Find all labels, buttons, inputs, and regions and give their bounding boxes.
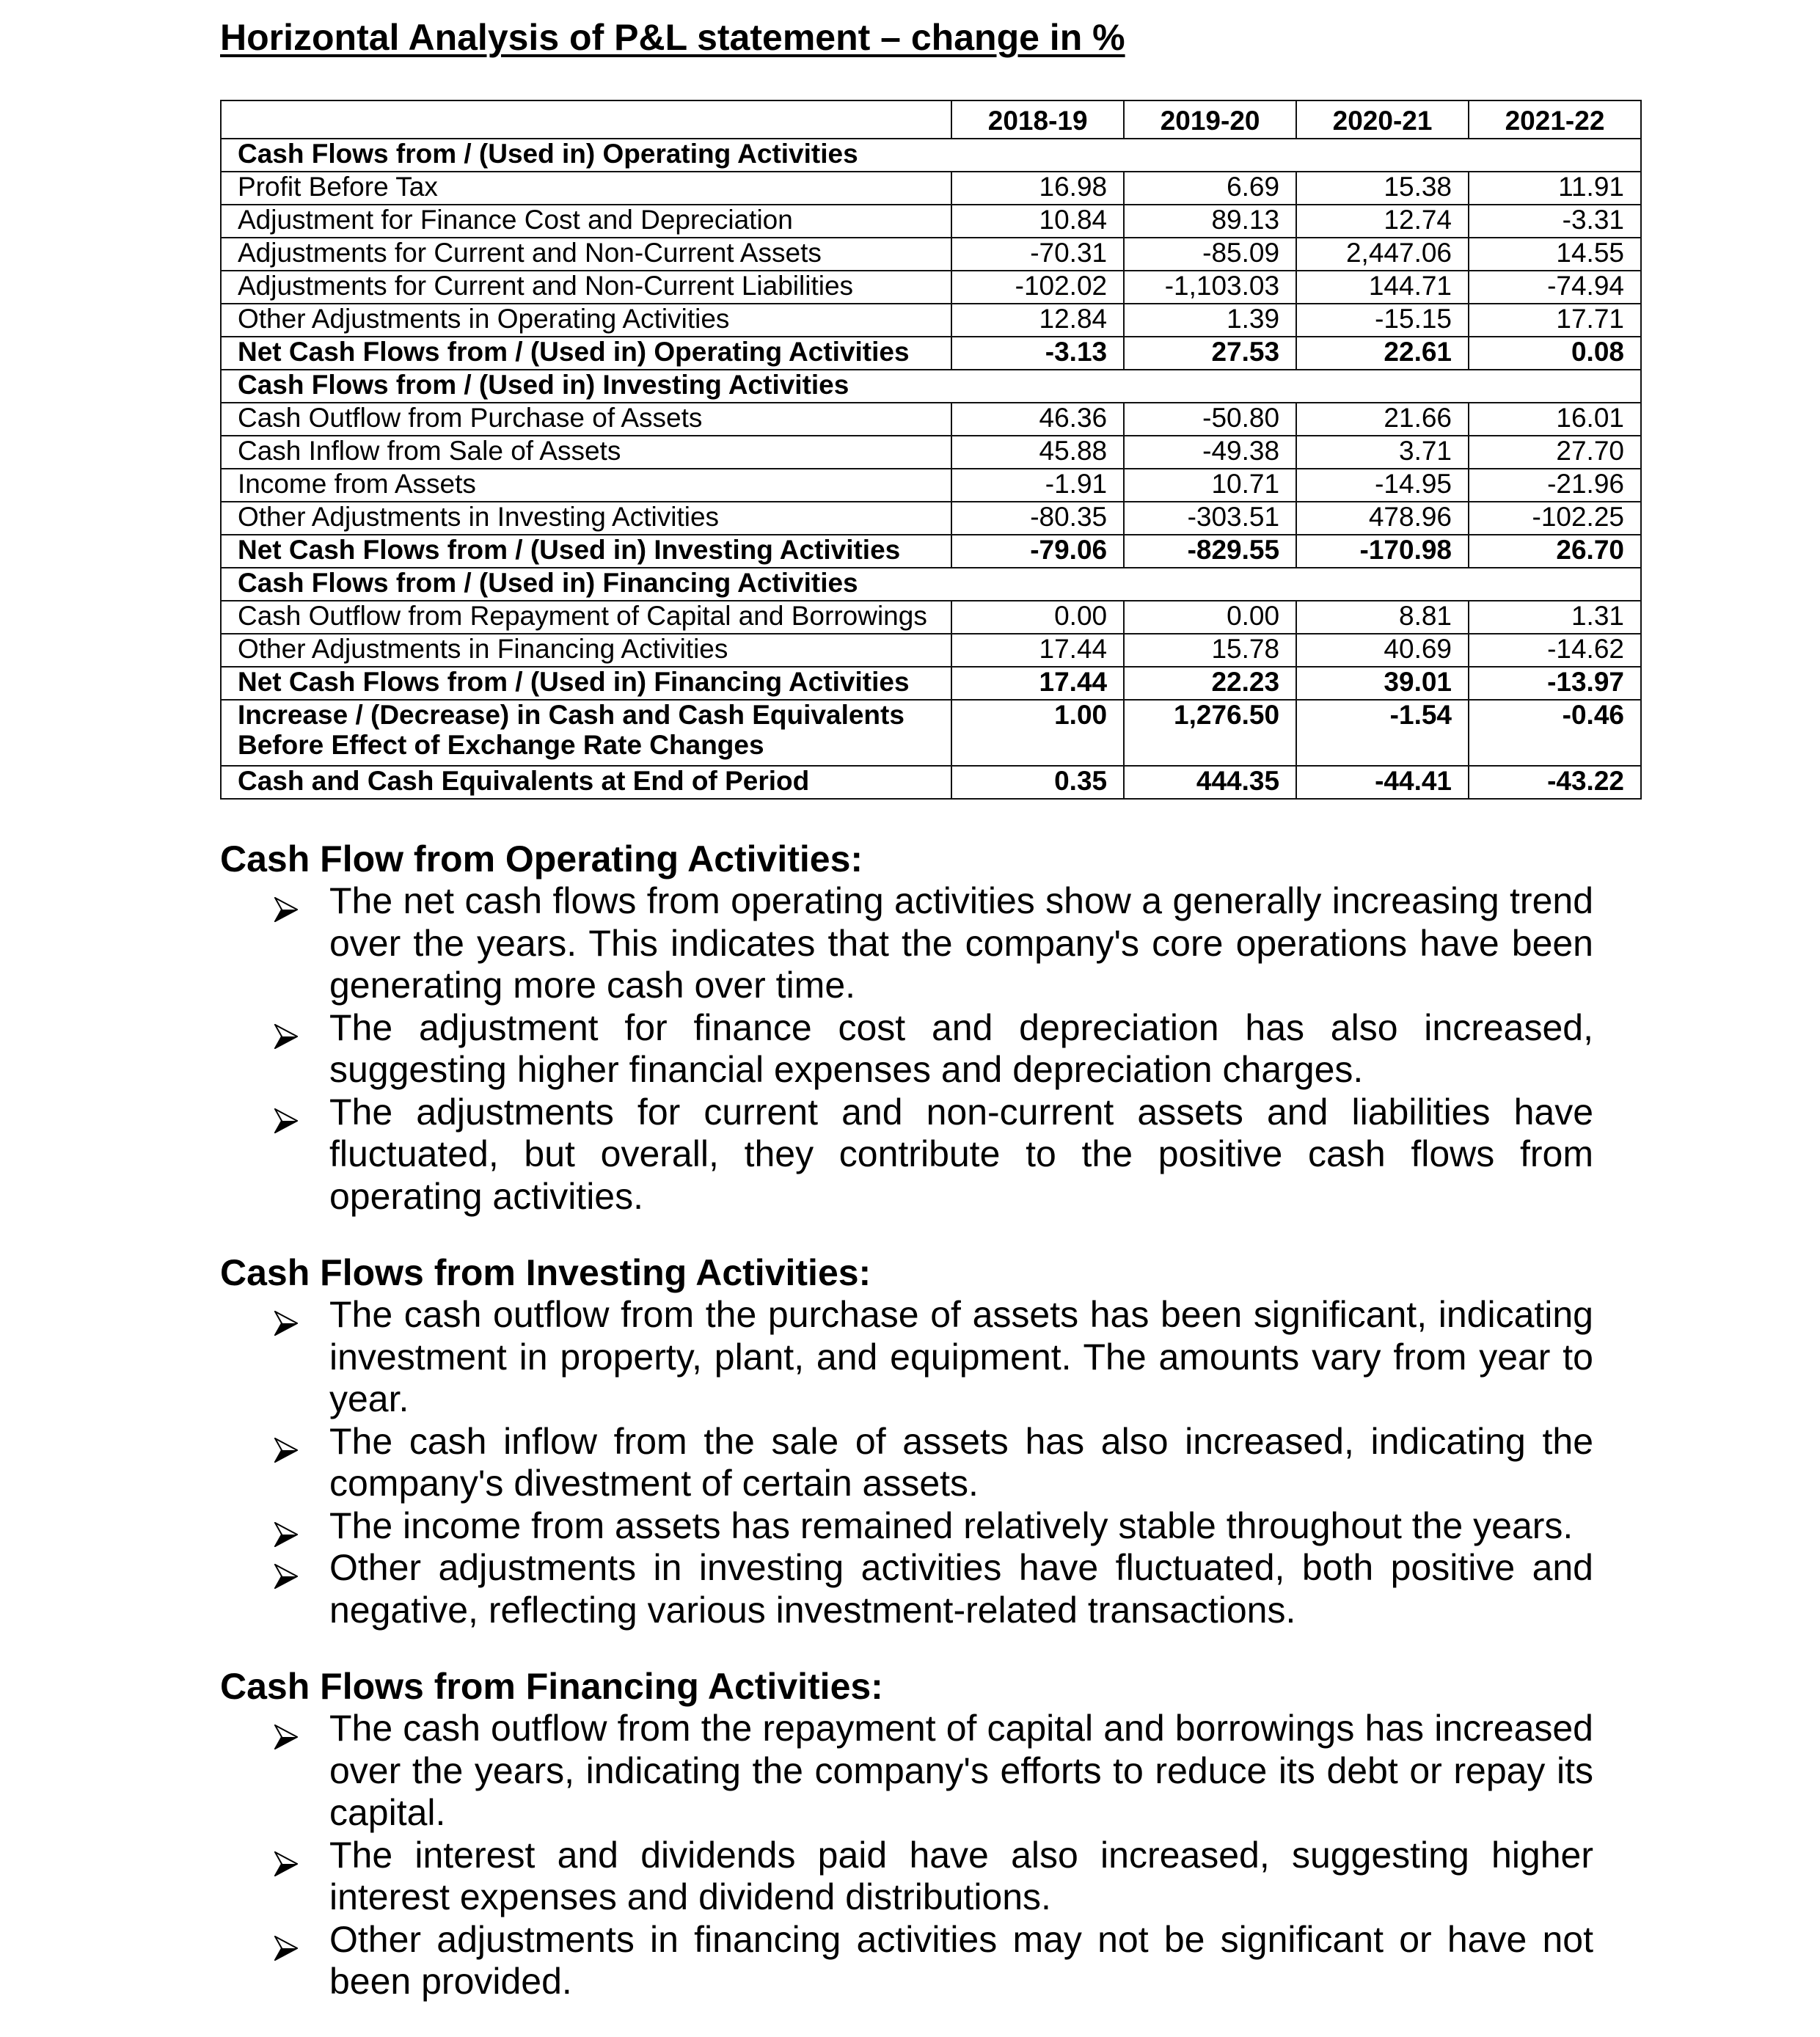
cell-value: -170.98 (1296, 535, 1469, 568)
cell-value: 1,276.50 (1124, 700, 1296, 766)
row-label: Net Cash Flows from / (Used in) Operating Activities (221, 337, 951, 370)
cell-value: -44.41 (1296, 766, 1469, 799)
bullet-item (274, 1835, 1593, 1919)
bullet-list (220, 880, 1593, 1218)
arrow-bullet-icon (274, 1016, 298, 1041)
table-row (221, 634, 1641, 667)
cell-value: 17.44 (951, 667, 1124, 700)
row-label: Cash Outflow from Repayment of Capital and Borrowings (221, 601, 951, 634)
cell-value: -3.13 (951, 337, 1124, 370)
bullet-item (274, 1708, 1593, 1835)
cell-value: 22.23 (1124, 667, 1296, 700)
cell-value: -50.80 (1124, 403, 1296, 436)
cell-value: -102.25 (1469, 502, 1641, 535)
row-label: Adjustment for Finance Cost and Depreciation (221, 205, 951, 238)
bullet-item (274, 1091, 1593, 1218)
cell-value: 1.31 (1469, 601, 1641, 634)
cell-value: 89.13 (1124, 205, 1296, 238)
cell-value: 16.01 (1469, 403, 1641, 436)
cell-value: 26.70 (1469, 535, 1641, 568)
cell-value: 2,447.06 (1296, 238, 1469, 271)
cell-value: -14.62 (1469, 634, 1641, 667)
cell-value: 6.69 (1124, 172, 1296, 205)
cash-flow-change-table (220, 100, 1642, 800)
total-row (221, 535, 1641, 568)
table-row (221, 502, 1641, 535)
section-heading: Cash Flows from Financing Activities: (220, 1666, 883, 1707)
cell-value: -43.22 (1469, 766, 1641, 799)
cell-value: 27.53 (1124, 337, 1296, 370)
table-row (221, 436, 1641, 469)
cell-value: -1.54 (1296, 700, 1469, 766)
cell-value: -102.02 (951, 271, 1124, 304)
cell-value: 0.00 (1124, 601, 1296, 634)
cell-value: 0.00 (951, 601, 1124, 634)
cell-value: -1,103.03 (1124, 271, 1296, 304)
bullet-item (274, 1007, 1593, 1091)
table-row (221, 172, 1641, 205)
row-label: Adjustments for Current and Non-Current Assets (221, 238, 951, 271)
section-label: Cash Flows from / (Used in) Operating Activities (221, 139, 1641, 172)
bullet-text: The income from assets has remained relatively stable throughout the years. (329, 1504, 1574, 1546)
bullet-text: The cash inflow from the sale of assets has also increased, indicating the company's divestment of certain assets. (329, 1420, 1593, 1504)
cell-value: 3.71 (1296, 436, 1469, 469)
row-label: Net Cash Flows from / (Used in) Investing Activities (221, 535, 951, 568)
arrow-bullet-icon (274, 1100, 298, 1125)
bullet-text: The adjustments for current and non-current assets and liabilities have fluctuated, but overall, they contribute to the positive cash flows from operating activities. (329, 1091, 1593, 1217)
total-row (221, 700, 1641, 766)
cell-value: -303.51 (1124, 502, 1296, 535)
table-row (221, 601, 1641, 634)
commentary-section (220, 1251, 1593, 1631)
cell-value: 15.78 (1124, 634, 1296, 667)
cell-value: -1.91 (951, 469, 1124, 502)
bullet-item (274, 1505, 1593, 1548)
row-label: Cash Outflow from Purchase of Assets (221, 403, 951, 436)
cell-value: -15.15 (1296, 304, 1469, 337)
row-label: Other Adjustments in Investing Activities (221, 502, 951, 535)
bullet-text: Other adjustments in investing activities have fluctuated, both positive and negative, reflecting various investment-related transactions. (329, 1547, 1593, 1631)
total-row (221, 667, 1641, 700)
section-heading: Cash Flow from Operating Activities: (220, 838, 863, 879)
cell-value: 10.84 (951, 205, 1124, 238)
commentary-section (220, 1665, 1593, 2003)
section-header-row (221, 370, 1641, 403)
section-label: Cash Flows from / (Used in) Financing Activities (221, 568, 1641, 601)
bullet-text: The interest and dividends paid have also increased, suggesting higher interest expenses and dividend distributions. (329, 1834, 1593, 1917)
cell-value: 0.35 (951, 766, 1124, 799)
bullet-item (274, 1547, 1593, 1631)
table-row (221, 238, 1641, 271)
commentary-section (220, 838, 1593, 1218)
cell-value: 144.71 (1296, 271, 1469, 304)
arrow-bullet-icon (274, 1843, 298, 1868)
cell-value: 1.39 (1124, 304, 1296, 337)
arrow-bullet-icon (274, 889, 298, 914)
row-label: Other Adjustments in Financing Activities (221, 634, 951, 667)
cell-value: -0.46 (1469, 700, 1641, 766)
row-label: Income from Assets (221, 469, 951, 502)
cell-value: 40.69 (1296, 634, 1469, 667)
cell-value: -74.94 (1469, 271, 1641, 304)
cell-value: -13.97 (1469, 667, 1641, 700)
bullet-text: The net cash flows from operating activities show a generally increasing trend over the years. This indicates that the company's core operations have been generating more cash over time. (329, 880, 1593, 1006)
arrow-bullet-icon (274, 1716, 298, 1741)
cell-value: -829.55 (1124, 535, 1296, 568)
bullet-text: The adjustment for finance cost and depreciation has also increased, suggesting higher financial expenses and depreciation charges. (329, 1006, 1593, 1090)
bullet-item (274, 1919, 1593, 2003)
cell-value: 478.96 (1296, 502, 1469, 535)
arrow-bullet-icon (274, 1556, 298, 1581)
cell-value: 0.08 (1469, 337, 1641, 370)
section-label: Cash Flows from / (Used in) Investing Activities (221, 370, 1641, 403)
table-row (221, 403, 1641, 436)
cell-value: 11.91 (1469, 172, 1641, 205)
cell-value: 10.71 (1124, 469, 1296, 502)
table-row (221, 304, 1641, 337)
arrow-bullet-icon (274, 1303, 298, 1328)
bullet-item (274, 1294, 1593, 1421)
bullet-item (274, 880, 1593, 1007)
table-header-row (221, 100, 1641, 139)
bullet-item (274, 1421, 1593, 1505)
cell-value: -49.38 (1124, 436, 1296, 469)
table-row (221, 271, 1641, 304)
cell-value: 22.61 (1296, 337, 1469, 370)
bullet-list (220, 1708, 1593, 2003)
section-heading: Cash Flows from Investing Activities: (220, 1252, 871, 1293)
cell-value: -14.95 (1296, 469, 1469, 502)
cell-value: 17.44 (951, 634, 1124, 667)
column-header: 2021-22 (1469, 100, 1641, 139)
cell-value: 15.38 (1296, 172, 1469, 205)
row-label: Cash and Cash Equivalents at End of Period (221, 766, 951, 799)
cell-value: 27.70 (1469, 436, 1641, 469)
row-label: Profit Before Tax (221, 172, 951, 205)
row-label: Adjustments for Current and Non-Current Liabilities (221, 271, 951, 304)
commentary (220, 838, 1593, 2037)
cell-value: 17.71 (1469, 304, 1641, 337)
arrow-bullet-icon (274, 1514, 298, 1539)
bullet-text: The cash outflow from the repayment of capital and borrowings has increased over the years, indicating the company's efforts to reduce its debt or repay its capital. (329, 1708, 1593, 1833)
arrow-bullet-icon (274, 1928, 298, 1953)
arrow-bullet-icon (274, 1430, 298, 1455)
section-header-row (221, 568, 1641, 601)
cell-value: -80.35 (951, 502, 1124, 535)
cell-value: -70.31 (951, 238, 1124, 271)
row-label: Increase / (Decrease) in Cash and Cash Equivalents Before Effect of Exchange Rate Changes (221, 700, 951, 766)
cell-value: -79.06 (951, 535, 1124, 568)
cell-value: 444.35 (1124, 766, 1296, 799)
cell-value: 16.98 (951, 172, 1124, 205)
bullet-list (220, 1294, 1593, 1631)
cell-value: 21.66 (1296, 403, 1469, 436)
column-header: 2018-19 (951, 100, 1124, 139)
cell-value: -85.09 (1124, 238, 1296, 271)
cell-value: -21.96 (1469, 469, 1641, 502)
table-row (221, 469, 1641, 502)
cell-value: 45.88 (951, 436, 1124, 469)
page-title: Horizontal Analysis of P&L statement – change in % (220, 17, 1125, 58)
header-blank (221, 100, 951, 139)
total-row (221, 337, 1641, 370)
row-label: Net Cash Flows from / (Used in) Financing Activities (221, 667, 951, 700)
cell-value: 1.00 (951, 700, 1124, 766)
cell-value: 12.84 (951, 304, 1124, 337)
cell-value: 12.74 (1296, 205, 1469, 238)
table-row (221, 205, 1641, 238)
bullet-text: The cash outflow from the purchase of assets has been significant, indicating investment in property, plant, and equipment. The amounts vary from year to year. (329, 1294, 1593, 1419)
cell-value: 46.36 (951, 403, 1124, 436)
section-header-row (221, 139, 1641, 172)
row-label: Other Adjustments in Operating Activities (221, 304, 951, 337)
cell-value: 8.81 (1296, 601, 1469, 634)
column-header: 2019-20 (1124, 100, 1296, 139)
row-label: Cash Inflow from Sale of Assets (221, 436, 951, 469)
column-header: 2020-21 (1296, 100, 1469, 139)
cell-value: 14.55 (1469, 238, 1641, 271)
cell-value: 39.01 (1296, 667, 1469, 700)
cell-value: -3.31 (1469, 205, 1641, 238)
total-row (221, 766, 1641, 799)
bullet-text: Other adjustments in financing activities may not be significant or have not been provided. (329, 1918, 1593, 2002)
